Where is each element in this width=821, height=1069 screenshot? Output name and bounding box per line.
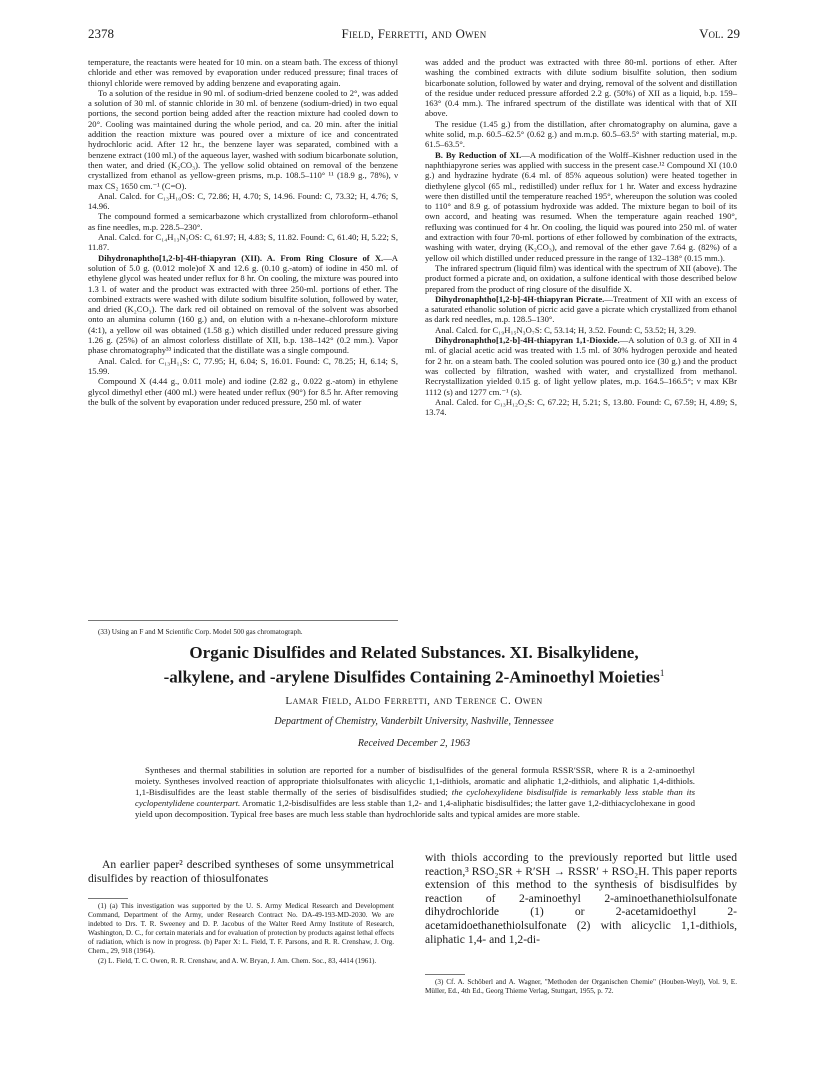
footnotes-left bbox=[88, 902, 394, 967]
experimental-right-column bbox=[425, 57, 737, 417]
paragraph bbox=[425, 294, 737, 325]
running-header bbox=[88, 26, 740, 42]
abstract-text: Syntheses and thermal stabilities in solution are reported for a number of bisdisulfides of the general formula RSSR′SSR, where R is a 2-aminoethyl moiety. Syntheses involved reaction of appropriate thiolsulfonates with alicyclic 1,1-dithiols, aromatic and aliphatic 1,2-dithiols, and aliphatic 1,4-dithiols. 1,1-Bisdisulfides are the least stable thermally of the series of bisdisulfides studied; bbox=[135, 765, 695, 797]
intro-paragraph: An earlier paper² described syntheses of some unsymmetrical disulfides by reaction of thiosulfonates bbox=[88, 858, 394, 885]
title-footnote-mark: 1 bbox=[659, 668, 665, 678]
footnote-3: (3) Cf. A. Schöberl and A. Wagner, "Methoden der Organischen Chemie" (Houben-Weyl), Vol. 9, E. Müller, Ed., 4th Ed., Georg Thieme Verlag, Stuttgart, 1955, p. 72. bbox=[425, 978, 737, 995]
paragraph: was added and the product was extracted with three 80-ml. portions of ether. After washing the combined extracts with dilute sodium bisulfite solution, then sodium bicarbonate solution, followed by water and drying, removal of the solvent and distillation of the residue under reduced pressure afforded 2.2 g. (50%) of XII as a liquid, b.p. 159–163° (0.4 mm.). The infrared spectrum of the distillate was identical with that of XII above. bbox=[425, 57, 737, 119]
analysis-paragraph: Anal. Calcd. for C₁₄H₁₃N₃OS: C, 61.97; H, 4.83; S, 11.82. Found: C, 61.40; H, 5.22; S, 11.87. bbox=[88, 232, 398, 253]
section-heading: Dihydronaphtho[1,2-b]-4H-thiapyran Picrate. bbox=[435, 293, 605, 304]
paragraph: Compound X (4.44 g., 0.011 mole) and iodine (2.82 g., 0.022 g.-atom) in ethylene glycol dimethyl ether (400 ml.) were heated under reflux (90°) for 8.5 hr. After removing the bulk of the solvent by evaporation under reduced pressure, 250 ml. of water bbox=[88, 376, 398, 407]
abstract-text-end: Aromatic 1,2-bisdisulfides are less stable than 1,2- and 1,4-aliphatic bisdisulfides; the latter gave 1,2-dithiacyclohexane in good yield upon decomposition. Typical free bases are much less stable than hydrochloride salts and typical amides are more stable. bbox=[135, 798, 695, 819]
section-text: —A modification of the Wolff–Kishner reduction used in the naphthiapyrone series was applied with success in the present case.¹² Compound XI (10.0 g.) and hydrazine hydrate (6.4 ml. of 85% aqueous solution) were heated together in diethylene glycol (65 ml., redistilled) under reflux for 1 hr. Water and excess hydrazine were then distilled until the temperature reached 195°, whereupon the solution was cooled to 110° and 8.9 g. of potassium hydroxide was added. The mixture began to boil of its own accord, and heating was resumed. When the temperature again reached 190°, refluxing was continued for 4 hr. On cooling, the liquid was poured into 250 ml. of water and extraction with four 70-ml. portions of ether followed by combination of the extracts, washing with water, drying (K₂CO₃), and removal of the ether gave 7.64 g. (82%) of a yellow oil which distilled under reduced pressure in the range of 132–138° (0.15 mm.). bbox=[425, 149, 737, 263]
section-text: —Treatment of XII with an excess of a saturated ethanolic solution of picric acid gave a picrate which crystallized from ethanol as dark red needles, m.p. 128.5–130°. bbox=[425, 293, 737, 325]
paragraph: The compound formed a semicarbazone which crystallized from chloroform–ethanol as fine needles, m.p. 228.5–230°. bbox=[88, 211, 398, 232]
article-title bbox=[88, 642, 740, 688]
footnote-33: (33) Using an F and M Scientific Corp. Model 500 gas chromatograph. bbox=[98, 628, 303, 636]
title-line-2 bbox=[88, 663, 740, 688]
page-number: 2378 bbox=[88, 26, 114, 41]
paragraph bbox=[88, 253, 398, 356]
abstract-italic-text: the cyclohexylidene bisdisulfide is remarkably less stable than its cyclopentylidene counterpart. bbox=[135, 787, 695, 808]
footnote-2: (2) L. Field, T. C. Owen, R. R. Crenshaw, and A. W. Bryan, J. Am. Chem. Soc., 83, 4414 (1961). bbox=[98, 957, 377, 965]
body-left-column bbox=[88, 858, 394, 885]
paragraph: temperature, the reactants were heated for 10 min. on a steam bath. The excess of thionyl chloride and ether was removed by evaporation under reduced pressure; final traces of thionyl chloride were removed by adding benzene and evaporating again. bbox=[88, 57, 398, 88]
paragraph: The residue (1.45 g.) from the distillation, after chromatography on alumina, gave a white solid, m.p. 60.5–62.5° (0.62 g.) and m.m.p. 60.5–63.5° with starting material, m.p. 61.5–63.5°. bbox=[425, 118, 737, 150]
analysis-paragraph: Anal. Calcd. for C₁₃H₁₀OS: C, 72.86; H, 4.70; S, 14.96. Found: C, 73.32; H, 4.76; S, 14.96. bbox=[88, 190, 398, 212]
title-line-1: Organic Disulfides and Related Substances. XI. Bisalkylidene, bbox=[189, 643, 639, 662]
analysis-paragraph: Anal. Calcd. for C₁₉H₁₅N₃O₇S: C, 53.14; H, 3.52. Found: C, 53.52; H, 3.29. bbox=[435, 324, 696, 335]
running-authors: Field, Ferretti, and Owen bbox=[341, 26, 487, 41]
section-text: —A solution of 0.3 g. of XII in 4 ml. of glacial acetic acid was treated with 1.5 ml. of 30% hydrogen peroxide and heated for 2 hr. on a steam bath. The cooled solution was poured onto ice (30 g.) and the product was collected by filtration, washed with water, and crystallized from methanol. Recrystallization yielded 0.15 g. of light yellow plates, m.p. 164.5–166.5°; ν max KBr 1112 (s) and 1277 cm.⁻¹ (s). bbox=[425, 335, 737, 397]
section-heading: Dihydronaphtho[1,2-b]-4H-thiapyran 1,1-Dioxide. bbox=[435, 335, 620, 346]
paragraph bbox=[425, 335, 737, 397]
received-date: Received December 2, 1963 bbox=[357, 738, 471, 749]
section-heading: Dihydronaphtho[1,2-b]-4H-thiapyran (XII). A. From Ring Closure of X. bbox=[98, 252, 384, 263]
paragraph: To a solution of the residue in 90 ml. of sodium-dried benzene cooled to 2°, was added a solution of 30 ml. of stannic chloride in 30 ml. of benzene (sodium-dried) in two equal portions, the second portion being added after the reaction mixture had cooled down to 20°. Cooling was maintained during the whole period, and ca. 20 min. after the initial addition the reaction mixture was poured over a mixture of ice and concentrated hydrochloric acid. After 12 hr., the benzene layer was separated, combined with a benzene extract (100 ml.) of the aqueous layer, washed with sodium bicarbonate solution, then water, and dried (K₂CO₃). The yellow solid obtained on removal of the benzene crystallized from ethanol as yellow-green prisms, m.p. 108.5–110° ¹¹ (18.9 g., 78%), ν max CS₂ 1650 cm.⁻¹ (C=O). bbox=[88, 87, 398, 191]
analysis-paragraph: Anal. Calcd. for C₁₃H₁₂O₂S: C, 67.22; H, 5.21; S, 13.80. Found: C, 67.59; H, 4.89; S, 13.74. bbox=[425, 396, 737, 418]
footnotes-right bbox=[425, 978, 737, 997]
footnote-rule bbox=[88, 620, 398, 621]
section-heading: B. By Reduction of XI. bbox=[435, 149, 522, 160]
section-text: —A solution of 5.0 g. (0.012 mole)of X and 12.6 g. (0.10 g.-atom) of iodine in 450 ml. of ethylene glycol was heated under reflux for 8 hr. On cooling, the mixture was poured into 1.3 l. of water and the product was extracted with three 250-ml. portions of ether. The combined extracts were washed with dilute sodium bisulfite solution, followed by water, and dried (K₂CO₃). The dark red oil obtained on removal of the solvent was absorbed onto an alumina column (160 g.) and, on elution with a n-hexane–chloroform mixture (4:1), a yellow oil was obtained (1.58 g.) which distilled under reduced pressure giving 1.26 g. (25%) of an almost colorless distillate of XII, b.p. 138–142° (0.2 mm.). Vapor phase chromatography³³ indicated that the distillate was a single compound. bbox=[88, 252, 398, 356]
footnote-rule-right bbox=[425, 974, 465, 975]
intro-paragraph-continued: with thiols according to the previously reported but little used reaction,³ RSO₂SR + R′SH → RSSR′ + RSO₂H. This paper reports extension of this method to the synthesis of bisdisulfides by reaction of 2-aminoethyl 2-aminoethanethiolsulfonate dihydrochloride (1) or 2-acetamidoethyl 2-acetamidoethanethiolsulfonate (2) with alicyclic 1,1-dithiols, aliphatic 1,4- and 1,2-di- bbox=[425, 851, 737, 946]
footnote-rule-left bbox=[88, 898, 128, 899]
affiliation: Department of Chemistry, Vanderbilt University, Nashville, Tennessee bbox=[274, 716, 554, 727]
body-right-column bbox=[425, 851, 737, 946]
paragraph: The infrared spectrum (liquid film) was identical with the spectrum of XII (above). The product formed a picrate and, on oxidation, a sulfone identical with those described below prepared from the product of ring closure of the disulfide X. bbox=[425, 262, 737, 294]
paragraph bbox=[425, 150, 737, 263]
abstract bbox=[135, 765, 695, 820]
volume-label: Vol. 29 bbox=[699, 26, 740, 41]
analysis-paragraph: Anal. Calcd. for C₁₃H₁₂S: C, 77.95; H, 6.04; S, 16.01. Found: C, 78.25; H, 6.14; S, 15.99. bbox=[88, 355, 398, 376]
author-byline: Lamar Field, Aldo Ferretti, and Terence C. Owen bbox=[285, 695, 543, 707]
title-line-2-text: -alkylene, and -arylene Disulfides Containing 2-Aminoethyl Moieties bbox=[163, 667, 660, 687]
footnote-1: (1) (a) This investigation was supported by the U. S. Army Medical Research and Development Command, Department of the Army, under Research Contract No. DA-49-193-MD-2030. We are indebted to Drs. T. R. Sweeney and D. P. Jacobus of the Walter Reed Army Institute of Research, Washington, D. C., for certain materials and for evaluation of protection by products against lethal effects of radiation, which is now in progress. (b) Paper X: L. Field, T. F. Parsons, and R. R. Crenshaw, J. Org. Chem., 29, 918 (1964). bbox=[88, 902, 394, 955]
experimental-left-column bbox=[88, 57, 398, 407]
